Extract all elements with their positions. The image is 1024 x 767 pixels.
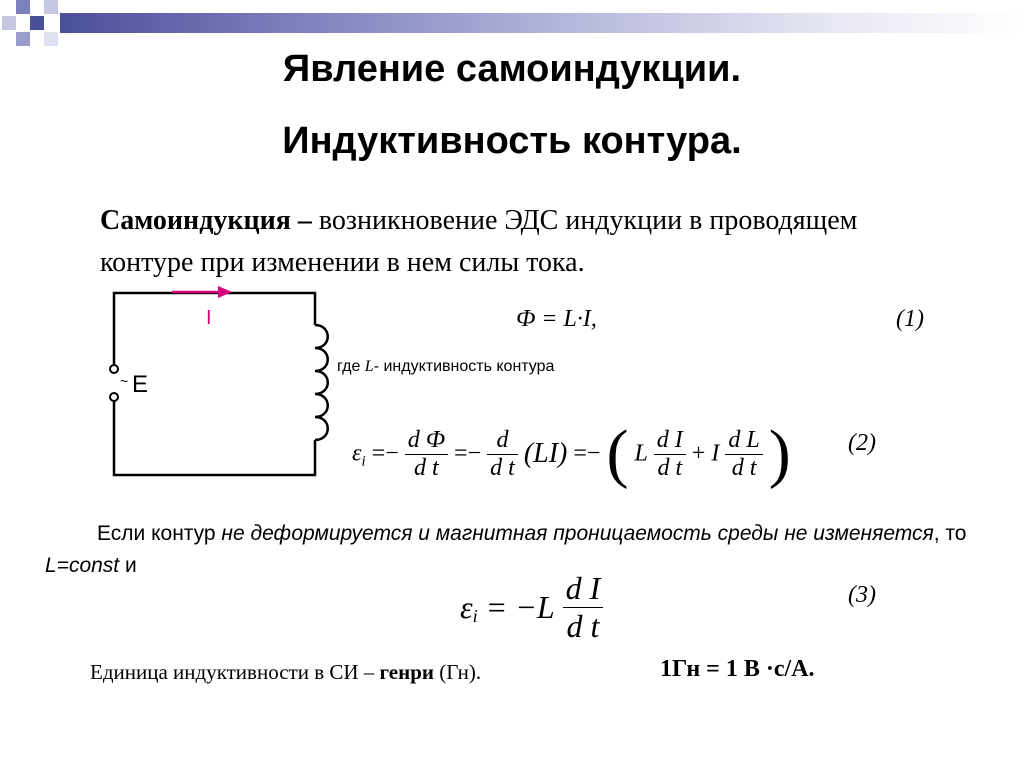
slide-subtitle: Индуктивность контура. — [282, 120, 742, 162]
header-gradient-bar — [60, 13, 1024, 33]
circuit-diagram — [100, 280, 340, 480]
f2-dt2: d t — [490, 454, 515, 481]
cond-p3: , то — [933, 522, 967, 545]
f2-dL: d L — [725, 427, 762, 455]
decor-square — [16, 32, 30, 46]
definition-dash: – — [290, 205, 319, 236]
formula-1-number: (1) — [896, 306, 924, 332]
unit-henry: генри — [379, 660, 435, 684]
f2-dt3: d t — [657, 454, 683, 481]
f2-dI: d I — [654, 427, 686, 455]
formula-2 — [352, 416, 791, 492]
ac-symbol: ~ — [120, 373, 129, 389]
definition-term: Самоиндукция — [100, 205, 291, 236]
cond-p1: Если контур — [97, 522, 222, 545]
f2-dphi: d Ф — [405, 427, 448, 455]
definition-paragraph — [100, 200, 920, 284]
formula-3 — [460, 570, 603, 645]
note-suffix: - индуктивность контура — [373, 358, 555, 375]
f2-rparen: ) — [768, 417, 791, 490]
f3-eps: ε — [460, 589, 473, 625]
f2-I: I — [711, 440, 720, 467]
f2-eq2: = — [454, 440, 468, 467]
inductance-note — [337, 358, 554, 376]
f2-dt4: d t — [731, 454, 757, 481]
emf-label: E — [132, 371, 149, 398]
f3-eq: = −L — [485, 589, 555, 625]
f2-frac-d-dt — [487, 427, 518, 482]
f2-li: (LI) — [523, 438, 568, 469]
definition-text: возникновение ЭДС индукции в проводящем контуре при изменении в нем силы тока. — [100, 205, 858, 278]
cond-p4: L=const — [45, 554, 120, 577]
f2-plus: + — [691, 440, 706, 467]
f2-sub: i — [361, 453, 366, 470]
formula-1: Ф = L·I, — [516, 306, 597, 332]
f2-eq3: = — [573, 440, 587, 467]
terminal-top — [110, 365, 118, 373]
f2-frac-dphi-dt — [405, 427, 448, 482]
f3-dt: d t — [566, 608, 600, 644]
f2-frac-dL-dt — [725, 427, 762, 482]
note-prefix: где — [337, 358, 365, 375]
current-arrowhead — [218, 286, 232, 298]
decor-square — [44, 0, 58, 14]
f2-lparen: ( — [606, 417, 629, 490]
decor-square — [16, 0, 30, 14]
formula-3-number: (3) — [848, 582, 876, 608]
f2-eq: = — [371, 440, 386, 467]
f3-sub: i — [472, 606, 478, 627]
unit-text2: (Гн). — [434, 660, 482, 684]
f2-eps: ε — [352, 440, 362, 467]
unit-text — [90, 660, 481, 685]
note-symbol: L — [364, 358, 374, 375]
cond-p5: и — [119, 554, 137, 577]
decor-square — [2, 16, 16, 30]
f2-frac-dI-dt — [654, 427, 686, 482]
decor-square — [30, 16, 44, 30]
inductor-coil — [315, 325, 328, 440]
unit-text1: Единица индуктивности в СИ – — [90, 660, 380, 684]
decor-square — [44, 32, 58, 46]
f2-minus3: − — [586, 440, 601, 467]
f3-frac — [563, 570, 604, 645]
f2-L: L — [634, 440, 648, 467]
f2-minus: − — [385, 440, 399, 467]
f2-dt: d t — [414, 454, 439, 481]
terminal-bottom — [110, 393, 118, 401]
f2-d: d — [487, 427, 518, 455]
formula-2-number: (2) — [848, 430, 876, 456]
unit-relation: 1Гн = 1 В ·с/А. — [660, 656, 815, 682]
f2-minus2: − — [467, 440, 482, 467]
current-label: I — [206, 307, 212, 329]
slide-title: Явление самоиндукции. — [282, 48, 742, 90]
f3-dI: d I — [563, 570, 604, 608]
cond-p2: не деформируется и магнитная проницаемость среды не изменяется — [221, 522, 934, 545]
